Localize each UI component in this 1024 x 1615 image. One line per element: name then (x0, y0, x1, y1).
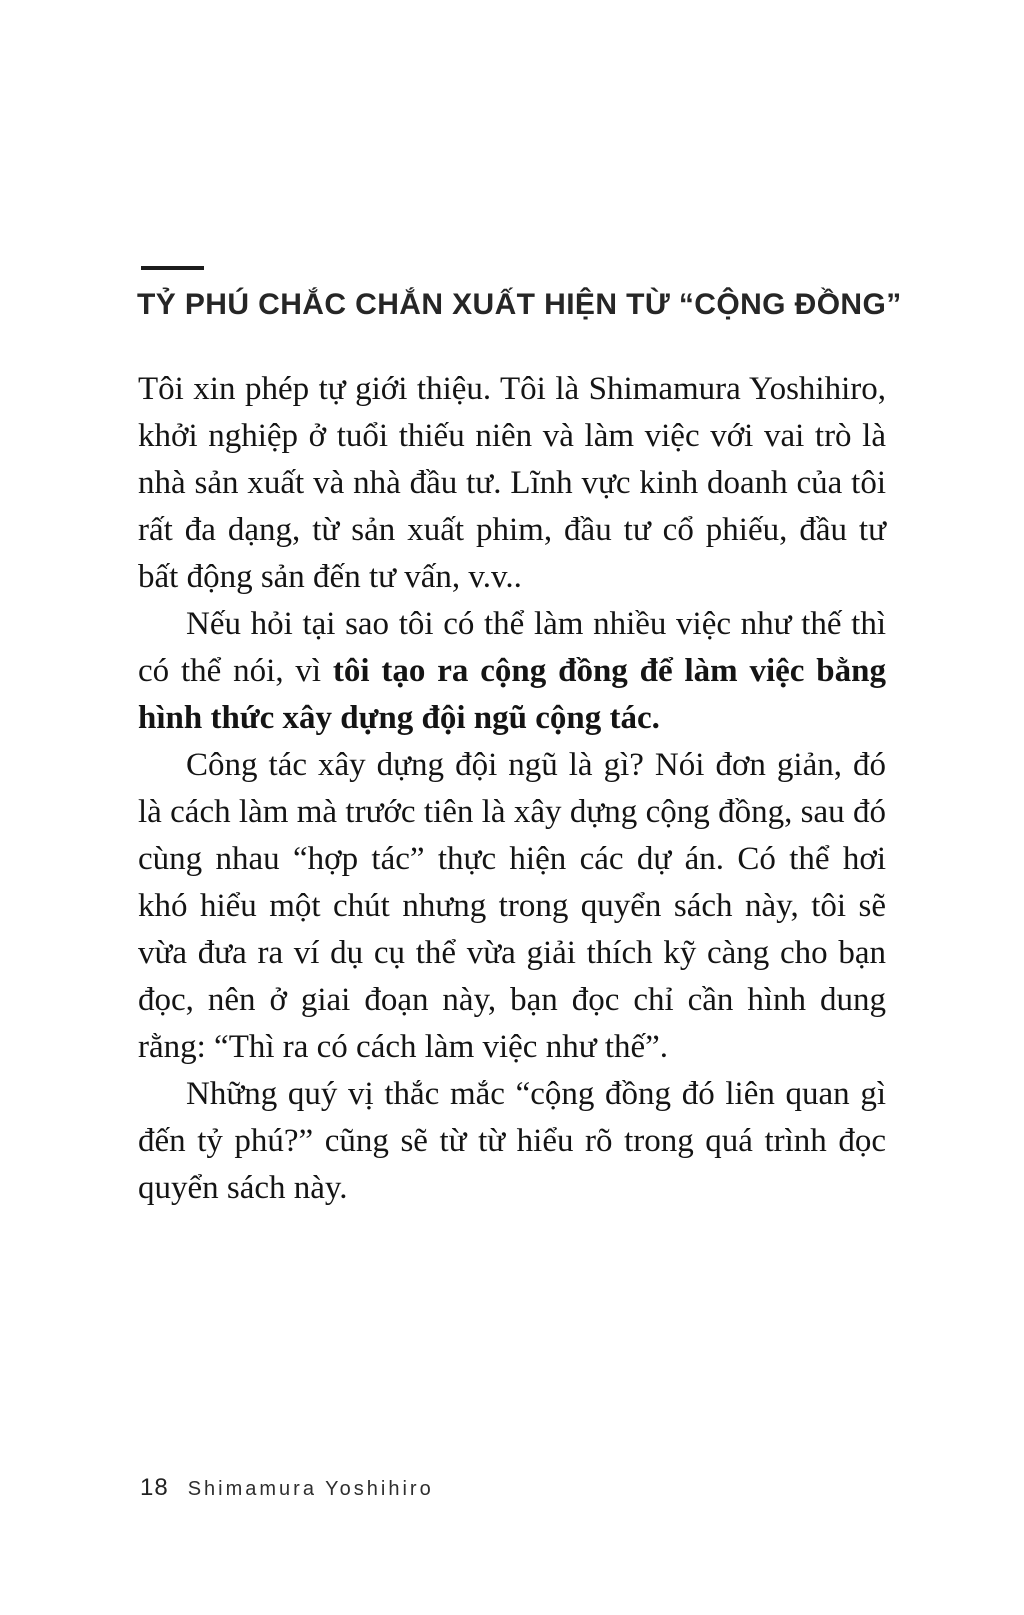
paragraph (138, 1071, 886, 1212)
footer-author: Shimamura Yoshihiro (187, 1478, 434, 1500)
section-divider-rule (141, 266, 204, 270)
text-run: Những quý vị thắc mắc “cộng đồng đó liên quan gì đến tỷ phú?” cũng sẽ từ từ hiểu rõ trong quá trình đọc quyển sách này. (138, 1076, 886, 1206)
text-run: Công tác xây dựng đội ngũ là gì? Nói đơn giản, đó là cách làm mà trước tiên là xây dựng cộng đồng, sau đó cùng nhau “hợp tác” thực hiện các dự án. Có thể hơi khó hiểu một chút nhưng trong quyển sách này, tôi sẽ vừa đưa ra ví dụ cụ thể vừa giải thích kỹ càng cho bạn đọc, nên ở giai đoạn này, bạn đọc chỉ cần hình dung rằng: “Thì ra có cách làm việc như thế”. (138, 747, 886, 1065)
paragraph (138, 601, 886, 742)
paragraph (138, 742, 886, 1071)
bold-text-run: tôi tạo ra cộng đồng để làm việc bằng hình thức xây dựng đội ngũ cộng tác. (138, 653, 886, 736)
paragraph (138, 366, 886, 601)
text-run: Nếu hỏi tại sao tôi có thể làm nhiều việc như thế thì có thể nói, vì (138, 606, 886, 689)
text-run: Tôi xin phép tự giới thiệu. Tôi là Shimamura Yoshihiro, khởi nghiệp ở tuổi thiếu niên và làm việc với vai trò là nhà sản xuất và nhà đầu tư. Lĩnh vực kinh doanh của tôi rất đa dạng, từ sản xuất phim, đầu tư cổ phiếu, đầu tư bất động sản đến tư vấn, v.v.. (138, 371, 886, 595)
page-number: 18 (140, 1474, 169, 1501)
page-footer (140, 1474, 434, 1502)
chapter-heading: TỶ PHÚ CHẮC CHẮN XUẤT HIỆN TỪ “CỘNG ĐỒNG” (137, 288, 902, 321)
body-text (138, 366, 886, 1212)
